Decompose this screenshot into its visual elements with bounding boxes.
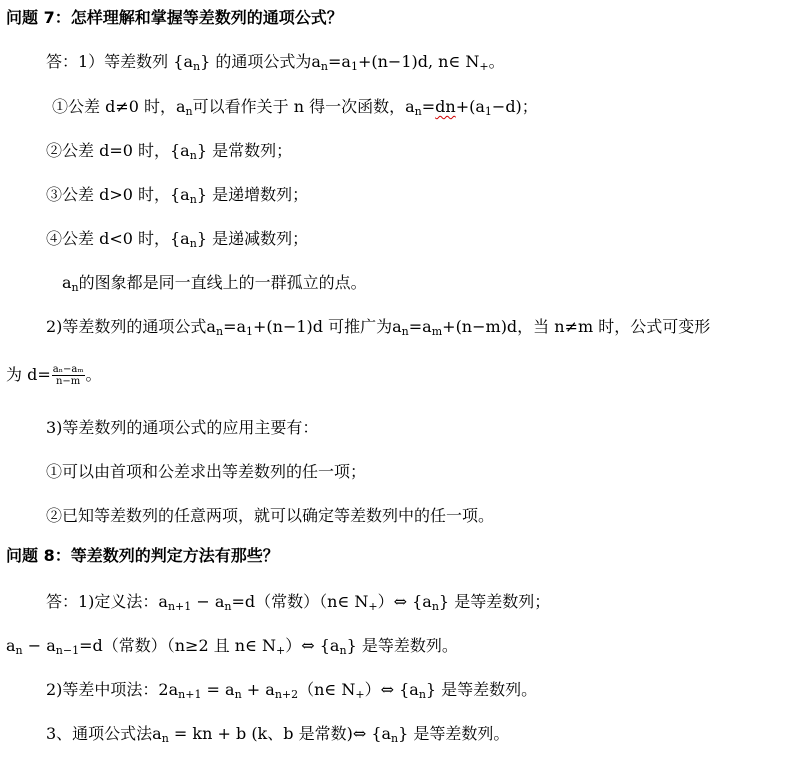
spellcheck-squiggle: dn [435,97,456,116]
q7-point-3: ③公差 d>0 时，$\{a_n\}$ 是递增数列； [46,185,309,206]
q7-section-3: 3)等差数列的通项公式的应用主要有： [46,418,319,437]
q8-general-term: 3、通项公式法$a_n$ = kn + b (k、b 是常数)⇔ $\{a_n\}$ 是等差数列。 [46,724,510,745]
fraction: $\frac{\text{aₙ−aₘ}}{n-m}$ [52,364,84,387]
q8-definition-2: $a_n - a_{n-1}=d$（常数）（n≥2 且 n∈ $N_+)\Leftrightarrow$ $\{a_n\}$ 是等差数列。 [6,636,458,657]
q7-point-5: $a_n$的图象都是同一直线上的一群孤立的点。 [62,273,367,294]
q7-section-3-item-1: ①可以由首项和公差求出等差数列的任一项； [46,462,367,481]
q7-point-4: ④公差 d<0 时，$\{a_n\}$ 是递减数列； [46,229,309,250]
q7-point-1: ①公差 d≠0 时，$a_n$可以看作关于 n 得一次函数，$a_n=dn+(a_1-d)$； [52,97,538,118]
question-7-title: 问题 7：怎样理解和掌握等差数列的通项公式？ [6,8,343,27]
question-8-title: 问题 8：等差数列的判定方法有那些？ [6,546,279,565]
q7-answer-1: 答：1）等差数列 $\{a_n\}$ 的通项公式为$a_n=a_1+(n-1)d$, n∈ $N_+$。 [46,52,505,73]
q7-section-2-formula: 为 d= $\frac{\text{aₙ−aₘ}}{n-m}$ 。 [6,364,102,387]
q7-point-2: ②公差 d=0 时，$\{a_n\}$ 是常数列； [46,141,293,162]
q8-middle-term: 2)等差中项法：$2a_{n+1} = a_n$ + $a_{n+2}(n\in$ $N_+)\Leftrightarrow$ $\{a_n\}$ 是等差数列。 [46,680,538,701]
q7-section-3-item-2: ②已知等差数列的任意两项，就可以确定等差数列中的任一项。 [46,506,495,525]
q7-section-2: 2)等差数列的通项公式$a_n=a_1+(n-1)d$ 可推广为$a_n=a_m+(n-m)d$，当 n≠m 时，公式可变形 [46,317,711,338]
q8-definition-1: 答：1)定义法：$a_{n+1} - a_n=d$（常数）（n∈ $N_+)\Leftrightarrow$ $\{a_n\}$ 是等差数列； [46,592,551,613]
